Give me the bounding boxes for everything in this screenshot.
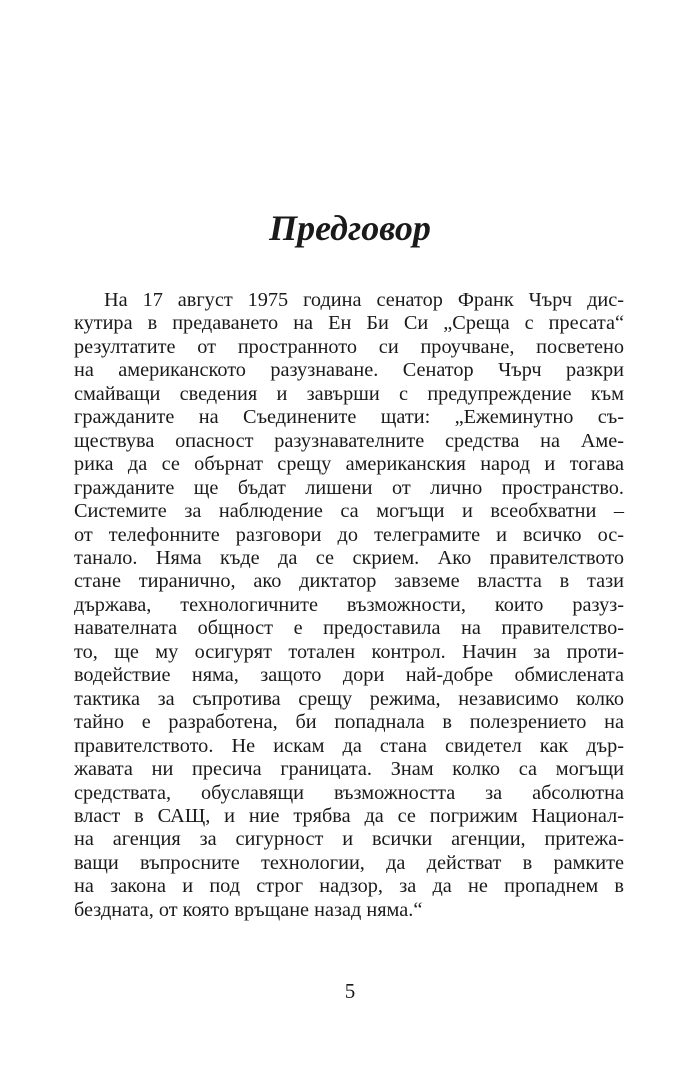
text-line: тактика за съпротива срещу режима, независимо колко bbox=[74, 687, 624, 710]
text-line: танало. Няма къде да се скрием. Ако правителството bbox=[74, 546, 624, 569]
text-line: На 17 август 1975 година сенатор Франк Чърч дис- bbox=[104, 289, 624, 311]
text-line: от телефонните разговори до телеграмите и всичко ос- bbox=[74, 523, 624, 546]
text-line: правителството. Не искам да стана свидетел как дър- bbox=[74, 734, 624, 757]
text-line: бездната, от която връщане назад няма.“ bbox=[74, 898, 423, 921]
text-line: смайващи сведения и завърши с предупреждение към bbox=[74, 382, 624, 405]
text-line: гражданите на Съединените щати: „Ежеминутно съ- bbox=[74, 406, 624, 429]
preface-paragraph bbox=[74, 289, 624, 922]
text-line: навателната общност е предоставила на правителство- bbox=[74, 617, 624, 640]
page-number: 5 bbox=[344, 979, 356, 1003]
text-line: на американското разузнаване. Сенатор Чърч разкри bbox=[74, 359, 624, 382]
text-line: тайно е разработена, би попаднала в полезрението на bbox=[74, 711, 624, 734]
text-line: Системите за наблюдение са могъщи и всеобхватни – bbox=[74, 500, 624, 523]
text-line: на закона и под строг надзор, за да не пропаднем в bbox=[74, 875, 624, 898]
text-line: власт в САЩ, и ние трябва да се погрижим Национал- bbox=[74, 804, 624, 827]
text-line: резултатите от пространното си проучване, посветено bbox=[74, 335, 624, 358]
text-line: гражданите ще бъдат лишени от лично пространство. bbox=[74, 476, 624, 499]
text-line: кутира в предаването на Ен Би Си „Среща с пресата“ bbox=[74, 312, 624, 335]
chapter-title: Предговор bbox=[269, 208, 431, 248]
text-line: рика да се обърнат срещу американския народ и тогава bbox=[74, 453, 624, 476]
text-line: на агенция за сигурност и всички агенции, притежа- bbox=[74, 828, 624, 851]
text-line: то, ще му осигурят тотален контрол. Начин за проти- bbox=[74, 640, 624, 663]
text-line: стане тиранично, ако диктатор завземе властта в тази bbox=[74, 570, 624, 593]
text-line: средствата, обуславящи възможността за абсолютна bbox=[74, 781, 624, 804]
text-line: ществува опасност разузнавателните средства на Аме- bbox=[74, 429, 624, 452]
text-line: водействие няма, защото дори най-добре обмислената bbox=[74, 664, 624, 687]
text-line: държава, технологичните възможности, които разуз- bbox=[74, 593, 624, 616]
text-line: ващи въпросните технологии, да действат в рамките bbox=[74, 851, 624, 874]
text-line: жавата ни пресича границата. Знам колко са могъщи bbox=[74, 758, 624, 781]
